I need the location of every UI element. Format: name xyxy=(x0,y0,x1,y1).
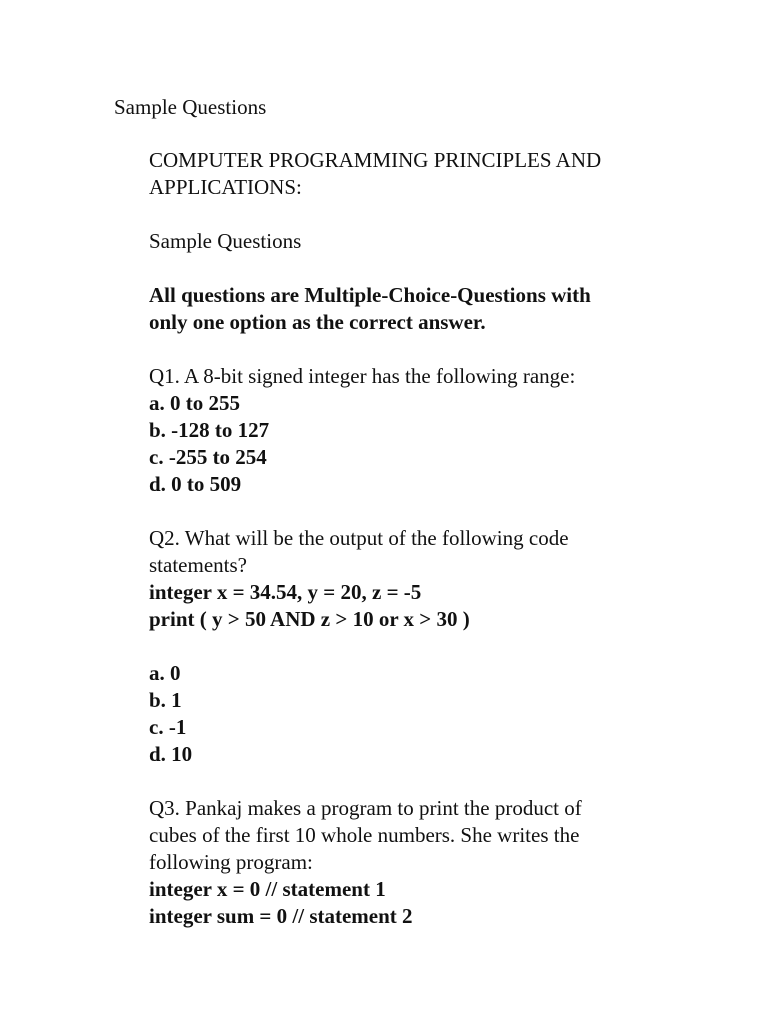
subtitle: Sample Questions xyxy=(149,229,302,253)
question-2-option-a: a. 0 xyxy=(149,661,181,685)
question-2-code-line-1: integer x = 34.54, y = 20, z = -5 xyxy=(149,580,422,604)
title-line-1: COMPUTER PROGRAMMING PRINCIPLES AND xyxy=(149,148,602,172)
question-2-option-d: d. 10 xyxy=(149,742,193,766)
question-2-option-b: b. 1 xyxy=(149,688,182,712)
question-1-option-d: d. 0 to 509 xyxy=(149,472,242,496)
question-3-text-line-1: Q3. Pankaj makes a program to print the product of xyxy=(149,796,582,820)
question-1-text: Q1. A 8-bit signed integer has the following range: xyxy=(149,364,576,388)
question-3-code-line-1: integer x = 0 // statement 1 xyxy=(149,877,386,901)
question-2-code-line-2: print ( y > 50 AND z > 10 or x > 30 ) xyxy=(149,607,470,631)
question-3-code-line-2: integer sum = 0 // statement 2 xyxy=(149,904,413,928)
document-body xyxy=(149,147,709,930)
title-line-2: APPLICATIONS: xyxy=(149,175,302,199)
question-3-text-line-2: cubes of the first 10 whole numbers. She writes the xyxy=(149,823,580,847)
question-2-text-line-2: statements? xyxy=(149,553,247,577)
question-2-option-c: c. -1 xyxy=(149,715,187,739)
instruction-line-2: only one option as the correct answer. xyxy=(149,310,486,334)
question-2-text-line-1: Q2. What will be the output of the following code xyxy=(149,526,569,550)
question-3-text-line-3: following program: xyxy=(149,850,313,874)
question-1-option-c: c. -255 to 254 xyxy=(149,445,267,469)
page-header: Sample Questions xyxy=(114,95,267,119)
question-1-option-a: a. 0 to 255 xyxy=(149,391,240,415)
question-3 xyxy=(149,795,709,930)
question-2 xyxy=(149,525,709,768)
question-1-option-b: b. -128 to 127 xyxy=(149,418,270,442)
question-1 xyxy=(149,363,709,498)
instruction-line-1: All questions are Multiple-Choice-Questions with xyxy=(149,283,591,307)
